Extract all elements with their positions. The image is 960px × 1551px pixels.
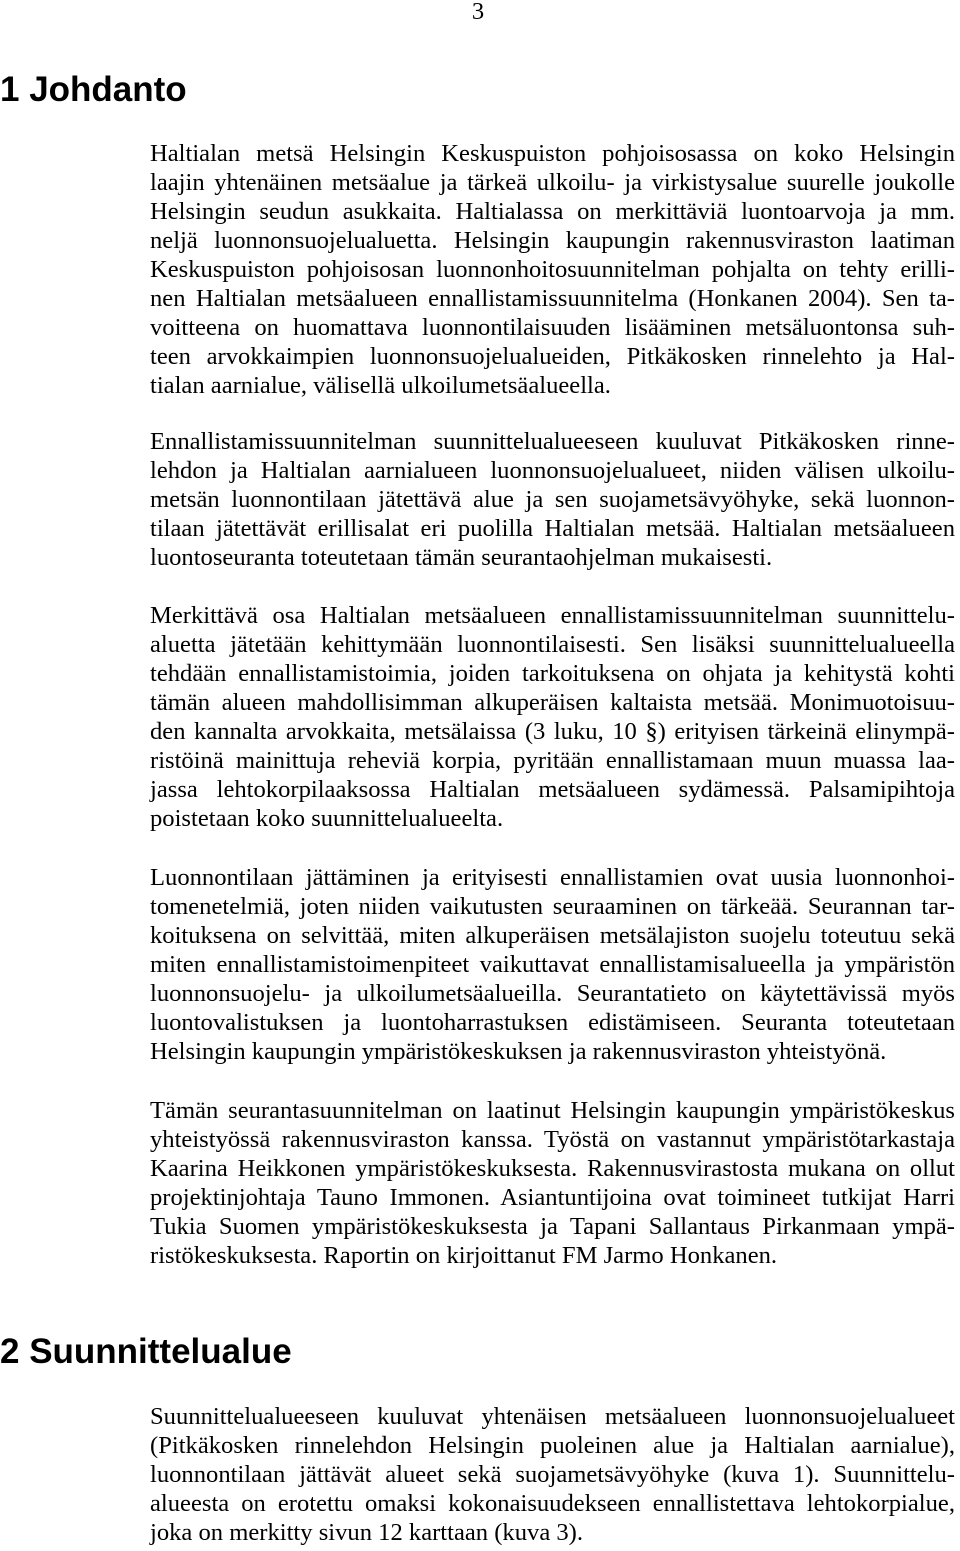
paragraph bbox=[150, 1402, 955, 1547]
paragraph bbox=[150, 427, 955, 572]
text-line: Tukia Suomen ympäristökeskuksesta ja Tapani Sallantaus Pirkanmaan ympä- bbox=[150, 1213, 955, 1240]
text-line: luonnonsuojelu- ja ulkoilumetsäalueilla. Seurantatieto on käytettävissä myös bbox=[150, 980, 955, 1007]
text-line: Haltialan metsä Helsingin Keskuspuiston pohjoisosassa on koko Helsingin bbox=[150, 140, 955, 167]
text-line: tehdään ennallistamistoimia, joiden tarkoituksena on ohjata ja kehitystä kohti bbox=[150, 660, 955, 687]
text-line: Ennallistamissuunnitelman suunnittelualueeseen kuuluvat Pitkäkosken rinne- bbox=[150, 428, 955, 455]
text-line: ristökeskuksesta. Raportin on kirjoittanut FM Jarmo Honkanen. bbox=[150, 1242, 778, 1269]
text-line: Keskuspuiston pohjoisosan luonnonhoitosuunnitelman pohjalta on tehty erilli- bbox=[150, 256, 955, 283]
text-line: ristöinä mainittuja reheviä korpia, pyritään ennallistamaan muun muassa laa- bbox=[150, 747, 955, 774]
text-line: tomenetelmiä, joten niiden vaikutusten seuraaminen on tärkeää. Seurannan tar- bbox=[150, 893, 955, 920]
text-line: aluetta jätetään kehittymään luonnontilaisesti. Sen lisäksi suunnittelualueella bbox=[150, 631, 955, 658]
text-line: (Pitkäkosken rinnelehdon Helsingin puoleinen alue ja Haltialan aarnialue), bbox=[150, 1432, 955, 1459]
text-line: miten ennallistamistoimenpiteet vaikuttavat ennallistamisalueella ja ympäristön bbox=[150, 951, 955, 978]
section-heading-suunnittelualue: 2 Suunnittelualue bbox=[0, 1332, 292, 1371]
paragraph bbox=[150, 139, 955, 400]
paragraph bbox=[150, 1096, 955, 1270]
text-line: Helsingin seudun asukkaita. Haltialassa on merkittäviä luontoarvoja ja mm. bbox=[150, 198, 955, 225]
text-line: Suunnittelualueeseen kuuluvat yhtenäisen metsäalueen luonnonsuojelualueet bbox=[150, 1403, 955, 1430]
text-line: koituksena on selvittää, miten alkuperäisen metsälajiston suojelu toteutuu sekä bbox=[150, 922, 955, 949]
text-line: luontoseuranta toteutetaan tämän seurantaohjelman mukaisesti. bbox=[150, 544, 773, 571]
text-line: alueesta on erotettu omaksi kokonaisuudekseen ennallistettava lehtokorpialue, bbox=[150, 1490, 955, 1517]
section-heading-johdanto: 1 Johdanto bbox=[0, 70, 187, 109]
text-line: tilaan jätettävät erillisalat eri puolilla Haltialan metsää. Haltialan metsäalueen bbox=[150, 515, 955, 542]
text-line: nen Haltialan metsäalueen ennallistamissuunnitelma (Honkanen 2004). Sen ta- bbox=[150, 285, 955, 312]
text-line: Tämän seurantasuunnitelman on laatinut Helsingin kaupungin ympäristökeskus bbox=[150, 1097, 955, 1124]
page-number: 3 bbox=[471, 0, 485, 25]
text-line: joka on merkitty sivun 12 karttaan (kuva 3). bbox=[150, 1519, 584, 1546]
paragraph bbox=[150, 601, 955, 833]
paragraph bbox=[150, 863, 955, 1066]
text-line: Merkittävä osa Haltialan metsäalueen ennallistamissuunnitelman suunnittelu- bbox=[150, 602, 955, 629]
text-line: teen arvokkaimpien luonnonsuojelualueiden, Pitkäkosken rinnelehto ja Hal- bbox=[150, 343, 955, 370]
text-line: neljä luonnonsuojelualuetta. Helsingin kaupungin rakennusviraston laatiman bbox=[150, 227, 955, 254]
text-line: lehdon ja Haltialan aarnialueen luonnonsuojelualueet, niiden välisen ulkoilu- bbox=[150, 457, 955, 484]
text-line: voitteena on huomattava luonnontilaisuuden lisääminen metsäluontonsa suh- bbox=[150, 314, 955, 341]
text-line: laajin yhtenäinen metsäalue ja tärkeä ulkoilu- ja virkistysalue suurelle joukolle bbox=[150, 169, 955, 196]
text-line: poistetaan koko suunnittelualueelta. bbox=[150, 805, 504, 832]
text-line: Kaarina Heikkonen ympäristökeskuksesta. Rakennusvirastosta mukana on ollut bbox=[150, 1155, 955, 1182]
text-line: Luonnontilaan jättäminen ja erityisesti ennallistamien ovat uusia luonnonhoi- bbox=[150, 864, 955, 891]
text-line: jassa lehtokorpilaaksossa Haltialan metsäalueen sydämessä. Palsamipihtoja bbox=[150, 776, 955, 803]
text-line: den kannalta arvokkaita, metsälaissa (3 luku, 10 §) erityisen tärkeinä elinympä- bbox=[150, 718, 955, 745]
text-line: metsän luonnontilaan jätettävä alue ja sen suojametsävyöhyke, sekä luonnon- bbox=[150, 486, 955, 513]
text-line: yhteistyössä rakennusviraston kanssa. Työstä on vastannut ympäristötarkastaja bbox=[150, 1126, 955, 1153]
text-line: tämän alueen mahdollisimman alkuperäisen kaltaista metsää. Monimuotoisuu- bbox=[150, 689, 955, 716]
text-line: projektinjohtaja Tauno Immonen. Asiantuntijoina ovat toimineet tutkijat Harri bbox=[150, 1184, 955, 1211]
text-line: Helsingin kaupungin ympäristökeskuksen ja rakennusviraston yhteistyönä. bbox=[150, 1038, 887, 1065]
text-line: luontovalistuksen ja luontoharrastuksen edistämiseen. Seuranta toteutetaan bbox=[150, 1009, 955, 1036]
text-line: luonnontilaan jättävät alueet sekä suojametsävyöhyke (kuva 1). Suunnittelu- bbox=[150, 1461, 955, 1488]
text-line: tialan aarnialue, välisellä ulkoilumetsäalueella. bbox=[150, 372, 611, 399]
